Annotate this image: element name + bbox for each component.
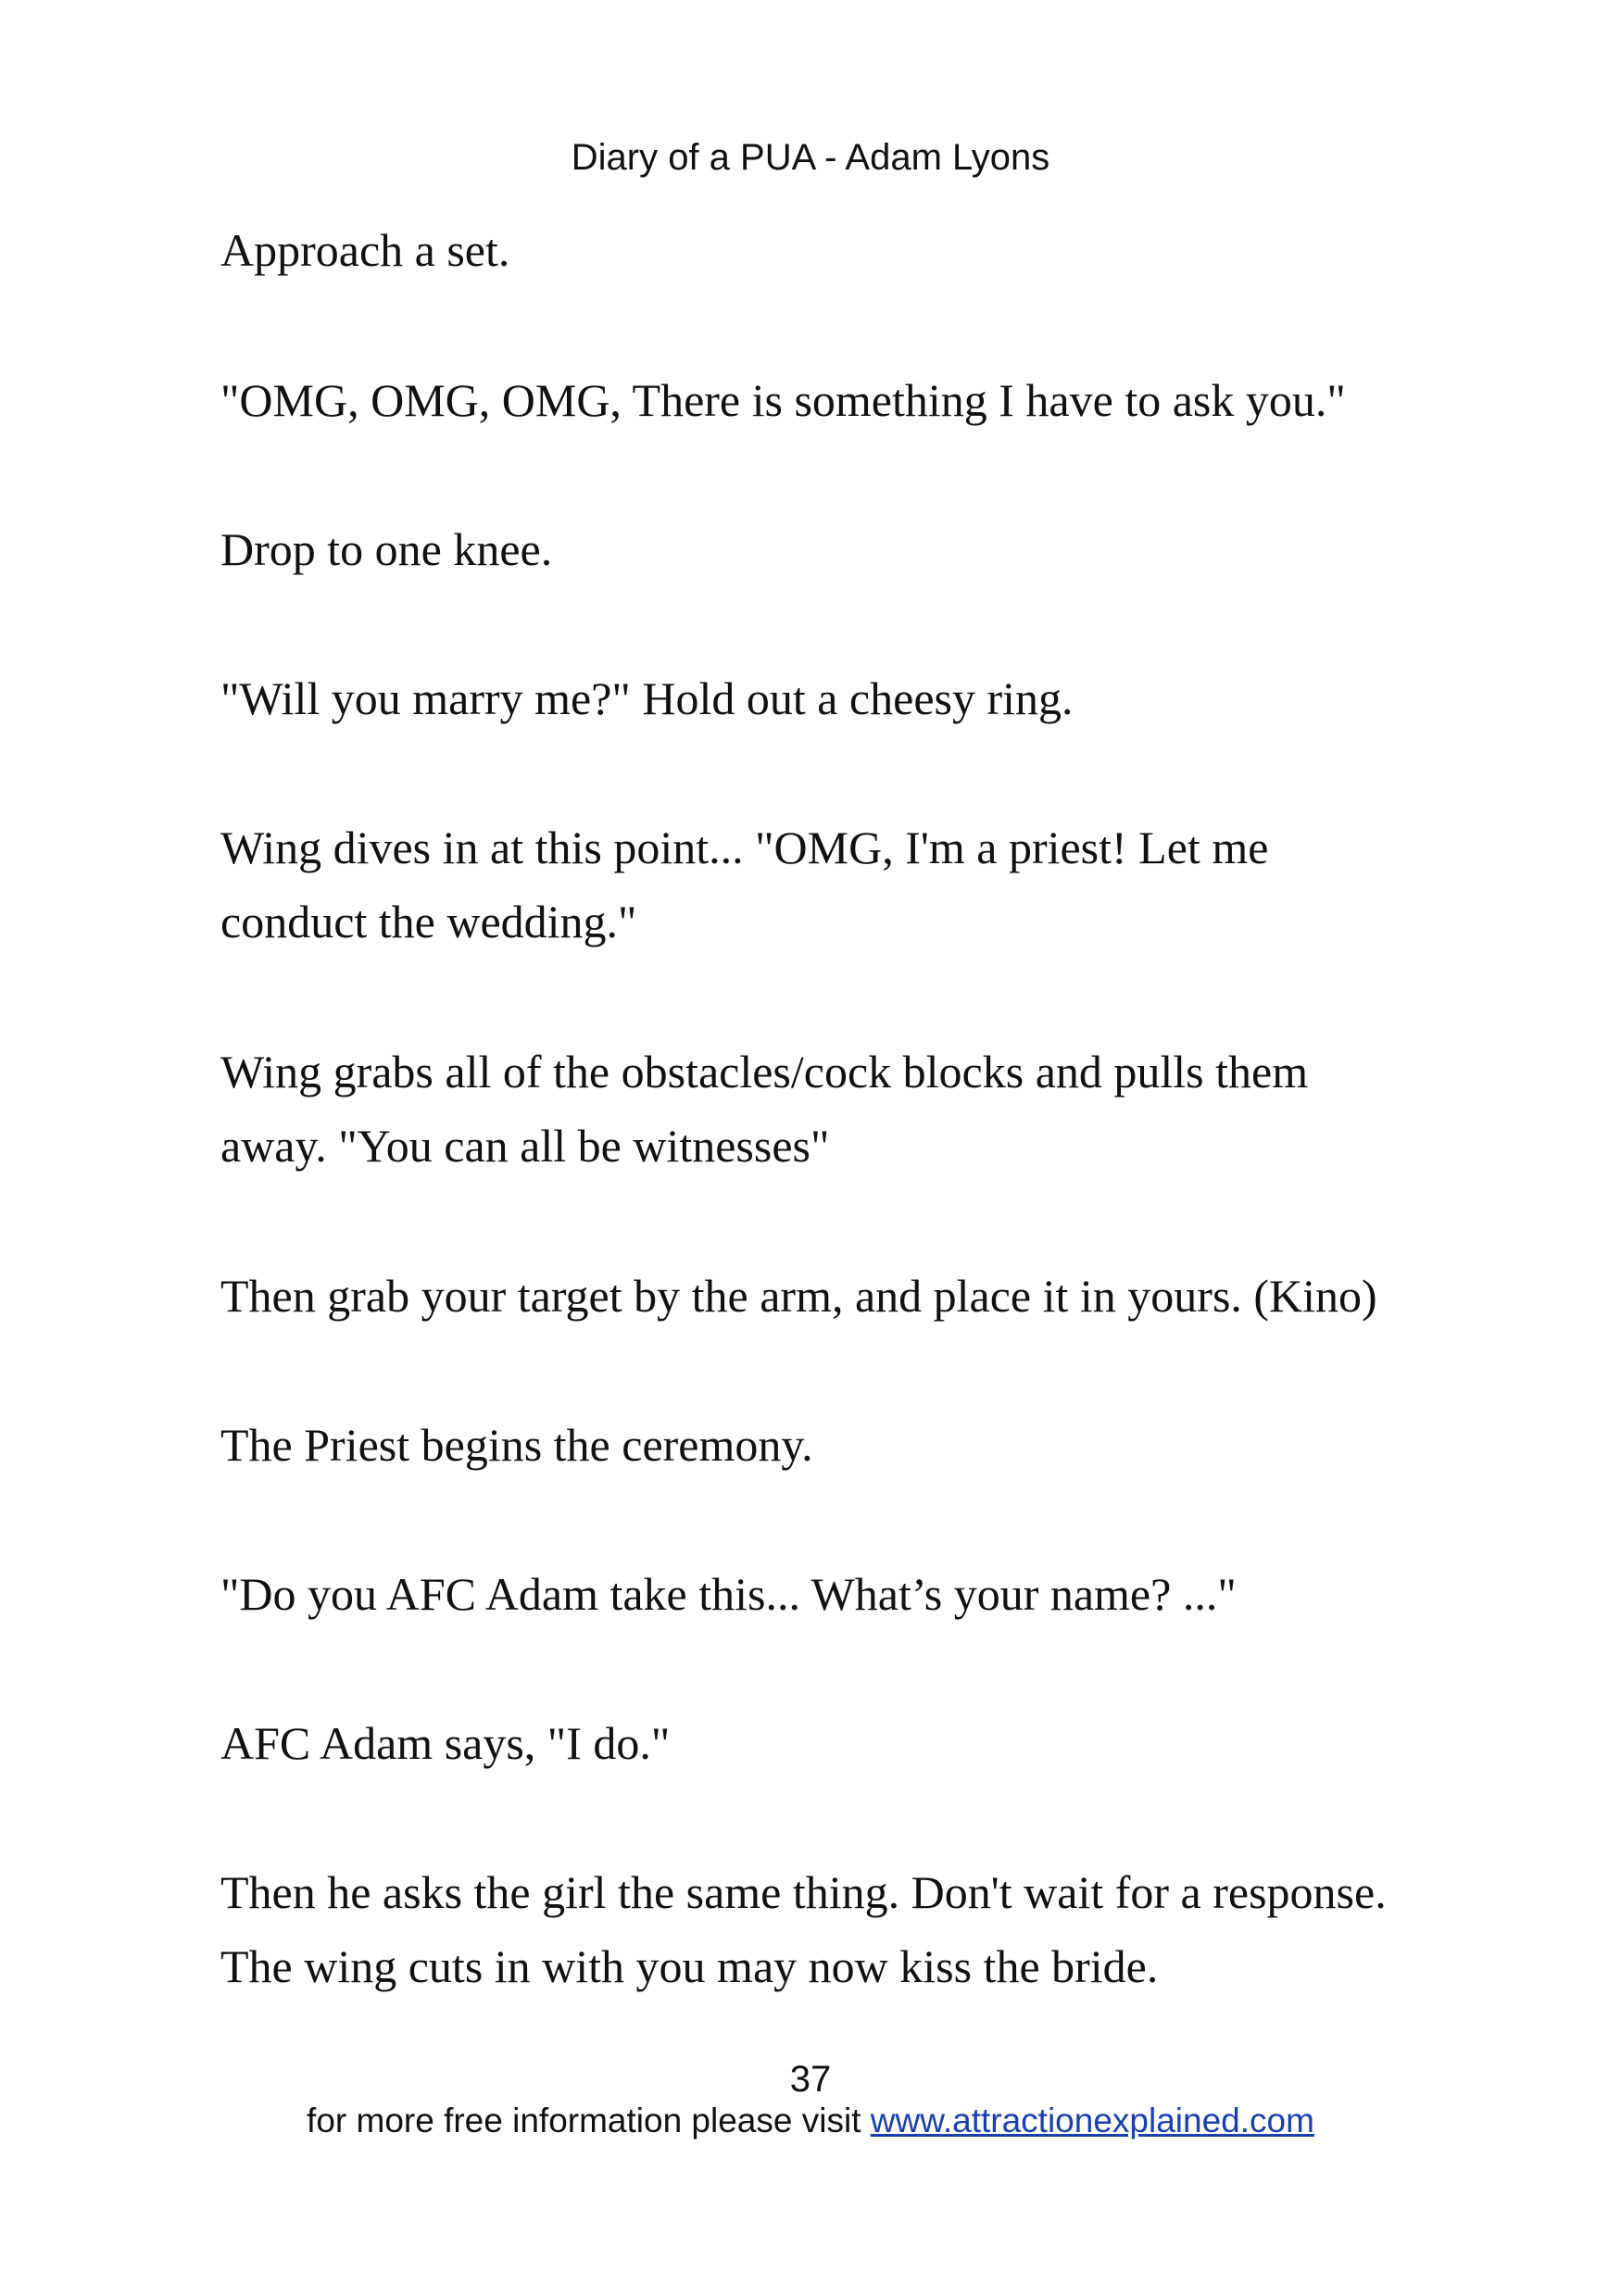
paragraph-9 <box>220 1557 1443 1631</box>
website-link[interactable]: www.attractionexplained.com <box>870 2102 1314 2139</box>
paragraph-8 <box>220 1408 1443 1482</box>
paragraph-6 <box>220 1035 1443 1183</box>
paragraph-line: The Priest begins the ceremony. <box>220 1419 813 1471</box>
paragraph-5 <box>220 810 1443 959</box>
paragraph-line: "Do you AFC Adam take this... What’s your name? ..." <box>220 1568 1237 1620</box>
paragraph-3 <box>220 512 1443 586</box>
paragraph-11 <box>220 1855 1443 2003</box>
page-number: 37 <box>789 2059 832 2100</box>
footer-text: for more free information please visit <box>307 2102 871 2139</box>
paragraph-line: conduct the wedding." <box>220 896 637 947</box>
paragraph-line: "OMG, OMG, OMG, There is something I have to ask you." <box>220 374 1346 426</box>
paragraph-line: Then grab your target by the arm, and place it in yours. (Kino) <box>220 1270 1377 1322</box>
paragraph-line: Drop to one knee. <box>220 523 553 575</box>
paragraph-4 <box>220 661 1443 735</box>
paragraph-7 <box>220 1259 1443 1333</box>
running-header: Diary of a PUA - Adam Lyons <box>571 137 1050 178</box>
paragraph-line: Then he asks the girl the same thing. Don't wait for a response. <box>220 1866 1387 1918</box>
paragraph-line: Approach a set. <box>220 224 510 276</box>
paragraph-line: Wing grabs all of the obstacles/cock blocks and pulls them <box>220 1046 1309 1098</box>
footer <box>0 2098 1621 2144</box>
paragraph-1 <box>220 213 1443 287</box>
paragraph-line: AFC Adam says, "I do." <box>220 1717 671 1769</box>
paragraph-2 <box>220 363 1443 437</box>
paragraph-10 <box>220 1706 1443 1780</box>
paragraph-line: The wing cuts in with you may now kiss the bride. <box>220 1940 1159 1992</box>
paragraph-line: "Will you marry me?" Hold out a cheesy ring. <box>220 672 1074 724</box>
paragraph-line: away. "You can all be witnesses" <box>220 1120 830 1172</box>
paragraph-line: Wing dives in at this point... "OMG, I'm a priest! Let me <box>220 822 1269 873</box>
